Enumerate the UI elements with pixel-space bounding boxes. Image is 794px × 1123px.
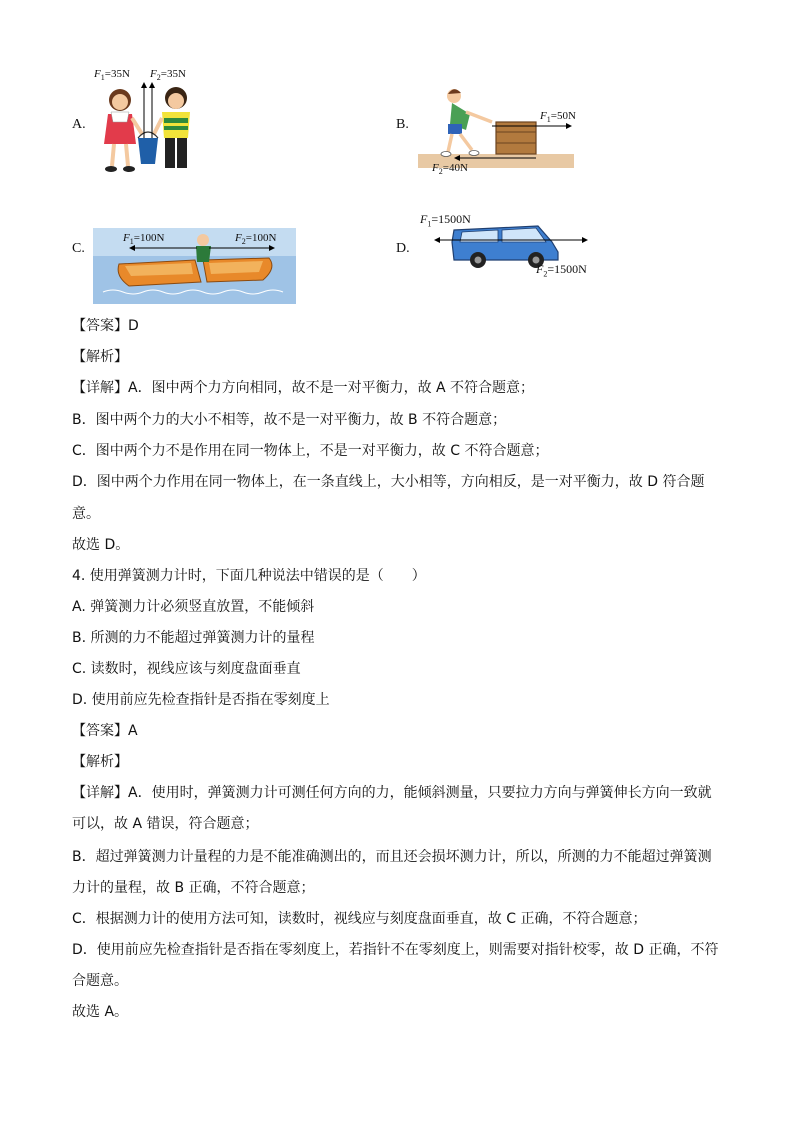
q3-conclusion: 故选 D。: [72, 537, 130, 553]
q3-detail-line: B．图中两个力的大小不相等，故不是一对平衡力，故 B 不符合题意；: [72, 412, 507, 428]
q4-detail-line: C．根据测力计的使用方法可知，读数时，视线应与刻度盘面垂直，故 C 正确，不符合题意；: [72, 911, 647, 927]
q3-analysis-heading: 【解析】: [72, 349, 128, 365]
q4-stem: 4. 使用弹簧测力计时，下面几种说法中错误的是（ ）: [72, 568, 426, 584]
figure-d-car: [418, 212, 608, 282]
q4-option-b: B. 所测的力不能超过弹簧测力计的量程: [72, 630, 315, 646]
q4-detail-line: 【详解】A．使用时，弹簧测力计可测任何方向的力，能倾斜测量，只要拉力方向与弹簧伸长方向一致就: [72, 785, 712, 801]
q4-detail-line: 力计的量程，故 B 正确，不符合题意；: [72, 880, 315, 896]
q3-detail-line: D．图中两个力作用在同一物体上，在一条直线上，大小相等，方向相反，是一对平衡力，故 D 符合题: [72, 474, 705, 490]
option-d-letter: D.: [396, 241, 410, 256]
q4-detail-line: 可以，故 A 错误，符合题意；: [72, 816, 259, 832]
q4-option-c: C. 读数时，视线应该与刻度盘面垂直: [72, 661, 301, 677]
q4-detail-line: 合题意。: [72, 973, 128, 989]
q4-conclusion: 故选 A。: [72, 1004, 129, 1020]
q4-option-d: D. 使用前应先检查指针是否指在零刻度上: [72, 692, 330, 708]
figure-b-f1-label: $F_1=50N$: [540, 110, 576, 125]
option-c-letter: C.: [72, 241, 85, 256]
figure-d-f2-label: $F_2=1500N$: [536, 262, 587, 279]
option-a-letter: A.: [72, 117, 86, 132]
q4-answer: 【答案】A: [72, 723, 138, 739]
q4-analysis-heading: 【解析】: [72, 754, 128, 770]
figure-a-f2-label: $F_2=35N$: [150, 68, 186, 83]
q3-detail-line: 意。: [72, 506, 100, 522]
figure-a-illustration: [92, 66, 204, 178]
q4-detail-line: B．超过弹簧测力计量程的力是不能准确测出的，而且还会损坏测力计，所以，所测的力不能超过弹簧测: [72, 849, 712, 865]
figure-a-children-carrying-bucket: [92, 66, 204, 178]
q3-detail-line: 【详解】A．图中两个力方向相同，故不是一对平衡力，故 A 不符合题意；: [72, 380, 535, 396]
figure-d-f1-label: $F_1=1500N$: [420, 212, 471, 229]
figure-a-f1-label: $F_1=35N$: [94, 68, 130, 83]
figure-b-f2-label: $F_2=40N$: [432, 162, 468, 177]
q4-option-a: A. 弹簧测力计必须竖直放置，不能倾斜: [72, 599, 315, 615]
figure-b-pushing-box: [418, 86, 588, 178]
option-b-letter: B.: [396, 117, 409, 132]
q4-detail-line: D．使用前应先检查指针是否指在零刻度上，若指针不在零刻度上，则需要对指针校零，故 D 正确，不符: [72, 942, 719, 958]
figure-c-f2-label: $F_2=100N$: [235, 232, 277, 247]
q3-answer: 【答案】D: [72, 318, 139, 334]
figure-c-f1-label: $F_1=100N$: [123, 232, 165, 247]
figure-c-boats: [93, 228, 296, 304]
q3-detail-line: C．图中两个力不是作用在同一物体上，不是一对平衡力，故 C 不符合题意；: [72, 443, 549, 459]
